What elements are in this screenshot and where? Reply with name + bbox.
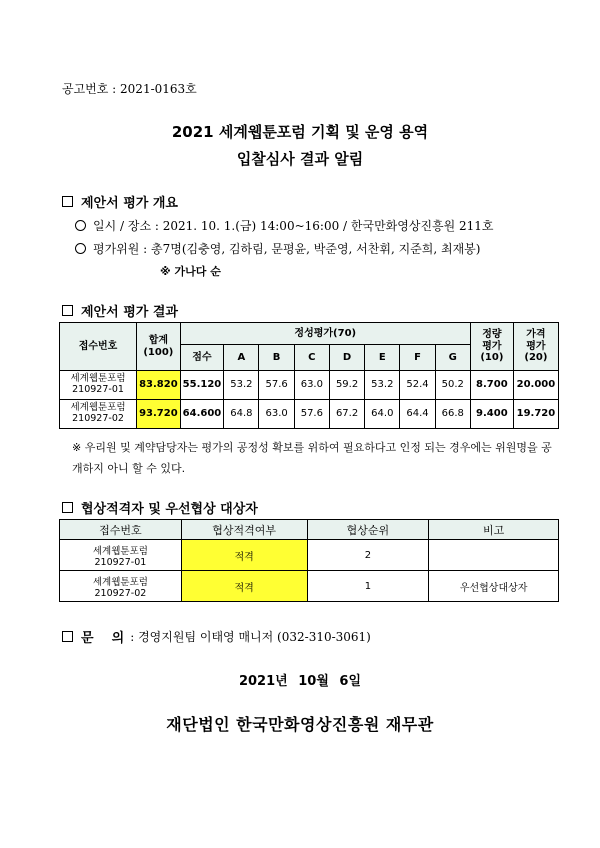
disclosure-note: ※ 우리원 및 계약담당자는 평가의 공정성 확보를 위하여 필요하다고 인정 되는 경우에는 위원명을 공개하지 아니 할 수 있다.: [72, 441, 552, 475]
evaluators-line: [75, 240, 480, 257]
eval-cell: 53.2: [365, 371, 400, 400]
negotiation-table: [59, 519, 559, 602]
header-remark: 비고: [429, 520, 559, 540]
rank-cell: 1: [307, 571, 429, 602]
header-rank: 협상순위: [307, 520, 429, 540]
table-row: [60, 371, 559, 400]
table-row: [60, 571, 559, 602]
checkbox-square-icon: [62, 305, 73, 316]
eval-cell: 57.6: [259, 371, 294, 400]
circle-bullet-icon: [75, 243, 86, 254]
eval-cell: 52.4: [400, 371, 435, 400]
quantitative-cell: 8.700: [470, 371, 513, 400]
contact-label-wrap: [62, 627, 124, 646]
receipt-no-cell: 세계웹툰포럼 210927-01: [60, 540, 182, 571]
announcement-date: 2021년 10월 6일: [238, 674, 362, 689]
table-row: [60, 540, 559, 571]
organization-signature: 재단법인 한국만화영상진흥원 재무관: [166, 715, 434, 734]
score-cell: 55.120: [180, 371, 224, 400]
section-results-heading: [62, 301, 178, 320]
checkbox-square-icon: [62, 631, 73, 642]
header-score: 점수: [180, 345, 224, 371]
contact-value: : 경영지원팀 이태영 매니저 (032-310-3061): [130, 630, 371, 644]
header-quantitative: 정량 평가 (10): [470, 323, 513, 371]
eligibility-cell: 적격: [181, 571, 307, 602]
header-evaluator: D: [329, 345, 364, 371]
section-results-title: 제안서 평가 결과: [81, 305, 178, 320]
checkbox-square-icon: [62, 502, 73, 513]
header-evaluator: F: [400, 345, 435, 371]
datetime-place-text: 일시 / 장소 : 2021. 10. 1.(금) 14:00~16:00 / 한국만화영상진흥원 211호: [93, 219, 494, 233]
section-negotiation-title: 협상적격자 및 우선협상 대상자: [81, 502, 258, 517]
section-negotiation-heading: [62, 498, 258, 517]
header-price: 가격 평가 (20): [513, 323, 558, 371]
header-evaluator: B: [259, 345, 294, 371]
circle-bullet-icon: [75, 220, 86, 231]
receipt-no-cell: 세계웹툰포럼 210927-02: [60, 400, 137, 429]
receipt-no-cell: 세계웹툰포럼 210927-01: [60, 371, 137, 400]
section-overview-heading: [62, 192, 178, 211]
total-cell: 93.720: [137, 400, 181, 429]
eval-cell: 53.2: [224, 371, 259, 400]
header-receipt-no: 접수번호: [60, 520, 182, 540]
header-evaluator: A: [224, 345, 259, 371]
datetime-place-line: [75, 217, 494, 234]
evaluators-text: 평가위원 : 총7명(김충영, 김하림, 문평윤, 박준영, 서찬휘, 지준희, 최재봉): [93, 242, 481, 256]
checkbox-square-icon: [62, 196, 73, 207]
header-qualitative: 정성평가(70): [180, 323, 470, 345]
eligibility-cell: 적격: [181, 540, 307, 571]
header-evaluator: C: [294, 345, 329, 371]
eval-cell: 59.2: [329, 371, 364, 400]
total-cell: 83.820: [137, 371, 181, 400]
eval-cell: 64.8: [224, 400, 259, 429]
eval-cell: 50.2: [435, 371, 470, 400]
table-row: [60, 400, 559, 429]
document-subtitle: 입찰심사 결과 알림: [236, 150, 364, 168]
eval-cell: 63.0: [259, 400, 294, 429]
remark-cell: 우선협상대상자: [429, 571, 559, 602]
eval-cell: 64.0: [365, 400, 400, 429]
header-receipt-no: 접수번호: [60, 323, 137, 371]
price-cell: 19.720: [513, 400, 558, 429]
document-title: 2021 세계웹툰포럼 기획 및 운영 용역: [171, 123, 429, 141]
contact-line: [62, 627, 371, 646]
rank-cell: 2: [307, 540, 429, 571]
header-total: 합계 (100): [137, 323, 181, 371]
eval-cell: 63.0: [294, 371, 329, 400]
eval-cell: 57.6: [294, 400, 329, 429]
eval-cell: 64.4: [400, 400, 435, 429]
header-evaluator: G: [435, 345, 470, 371]
notice-number: 공고번호 : 2021-0163호: [62, 82, 197, 96]
eval-cell: 66.8: [435, 400, 470, 429]
eval-cell: 67.2: [329, 400, 364, 429]
section-overview-title: 제안서 평가 개요: [81, 196, 178, 211]
order-note: ※ 가나다 순: [160, 265, 221, 278]
evaluation-results-table: [59, 322, 559, 429]
receipt-no-cell: 세계웹툰포럼 210927-02: [60, 571, 182, 602]
header-evaluator: E: [365, 345, 400, 371]
score-cell: 64.600: [180, 400, 224, 429]
price-cell: 20.000: [513, 371, 558, 400]
remark-cell: [429, 540, 559, 571]
quantitative-cell: 9.400: [470, 400, 513, 429]
header-eligibility: 협상적격여부: [181, 520, 307, 540]
contact-label: 문 의: [81, 631, 125, 646]
